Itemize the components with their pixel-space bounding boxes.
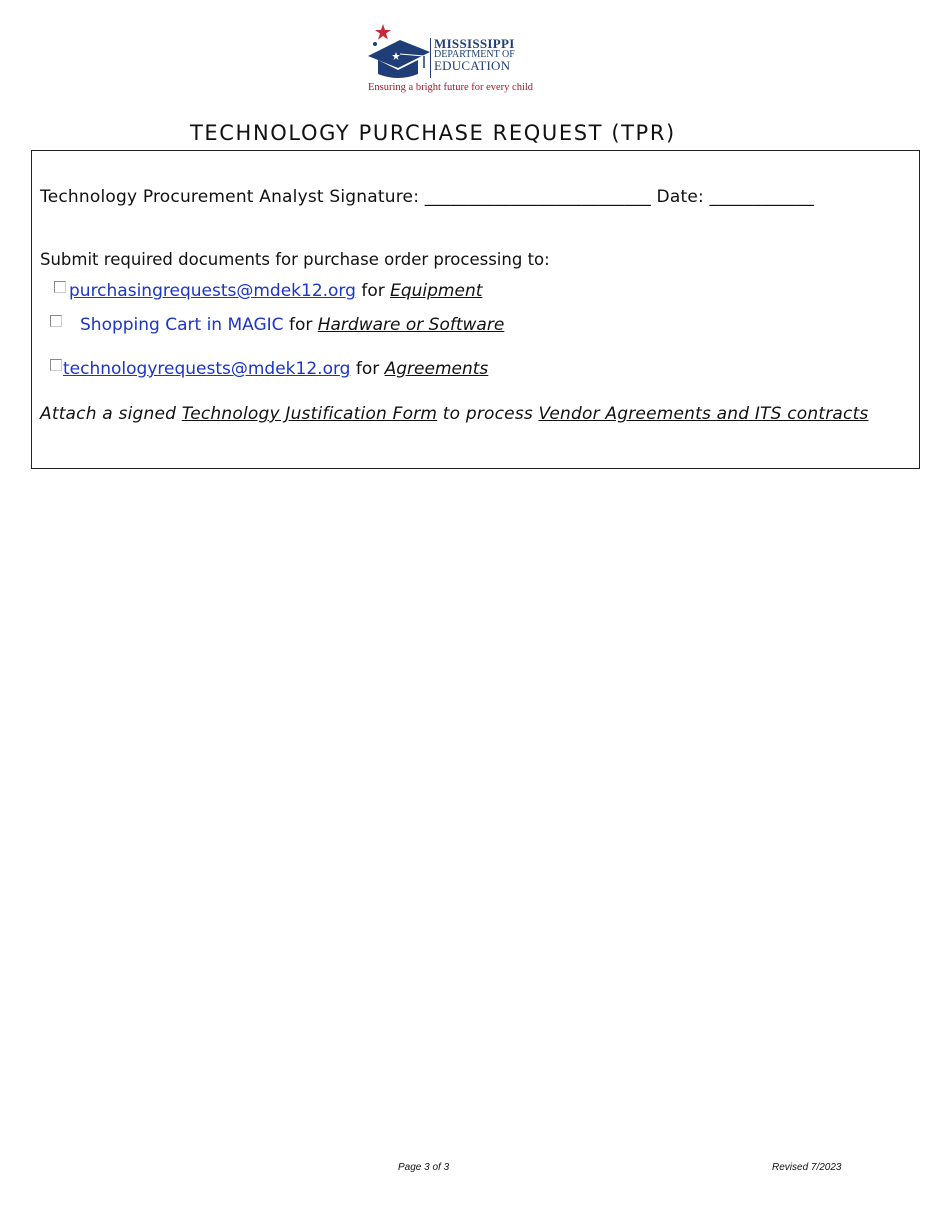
logo-line-3: EDUCATION	[434, 58, 511, 73]
shopping-cart-link[interactable]: Shopping Cart in MAGIC	[80, 315, 284, 335]
logo-tagline: Ensuring a bright future for every child	[368, 82, 534, 93]
revision-date: Revised 7/2023	[772, 1162, 842, 1173]
agreements-checkbox[interactable]	[50, 359, 62, 371]
agreements-target: Agreements	[384, 359, 489, 379]
justification-form-link[interactable]: Technology Justification Form	[181, 404, 438, 424]
option-agreements	[50, 359, 488, 379]
attach-instructions	[40, 404, 869, 424]
shopping-cart-checkbox[interactable]	[50, 315, 62, 327]
signature-line	[40, 187, 814, 207]
submission-box	[31, 150, 920, 469]
option-for-text: for	[355, 359, 380, 379]
option-for-text: for	[361, 281, 385, 301]
option-hardware-software	[50, 315, 504, 335]
equipment-target: Equipment	[390, 281, 483, 301]
graduation-cap-star-icon	[366, 22, 432, 82]
logo-line-1: MISSISSIPPI	[434, 36, 515, 51]
page-title: TECHNOLOGY PURCHASE REQUEST (TPR)	[190, 121, 676, 145]
submit-instructions: Submit required documents for purchase order processing to:	[40, 250, 550, 269]
page-number: Page 3 of 3	[398, 1162, 450, 1173]
vendor-agreements-target: Vendor Agreements and ITS contracts	[538, 404, 869, 424]
attach-prefix: Attach a signed	[40, 404, 177, 424]
option-equipment	[54, 281, 482, 301]
mde-logo	[366, 22, 532, 98]
logo-wordmark	[434, 38, 515, 71]
date-label: Date: ____________	[656, 187, 814, 207]
technology-email-link[interactable]: technologyrequests@mdek12.org	[63, 359, 351, 379]
signature-label: Technology Procurement Analyst Signature: __________________________	[40, 187, 651, 207]
attach-middle: to process	[442, 404, 533, 424]
hardware-software-target: Hardware or Software	[317, 315, 505, 335]
equipment-checkbox[interactable]	[54, 281, 66, 293]
option-for-text: for	[288, 315, 313, 335]
logo-divider	[430, 38, 431, 78]
logo-line-2: DEPARTMENT OF	[434, 49, 515, 60]
purchasing-email-link[interactable]: purchasingrequests@mdek12.org	[69, 281, 356, 301]
